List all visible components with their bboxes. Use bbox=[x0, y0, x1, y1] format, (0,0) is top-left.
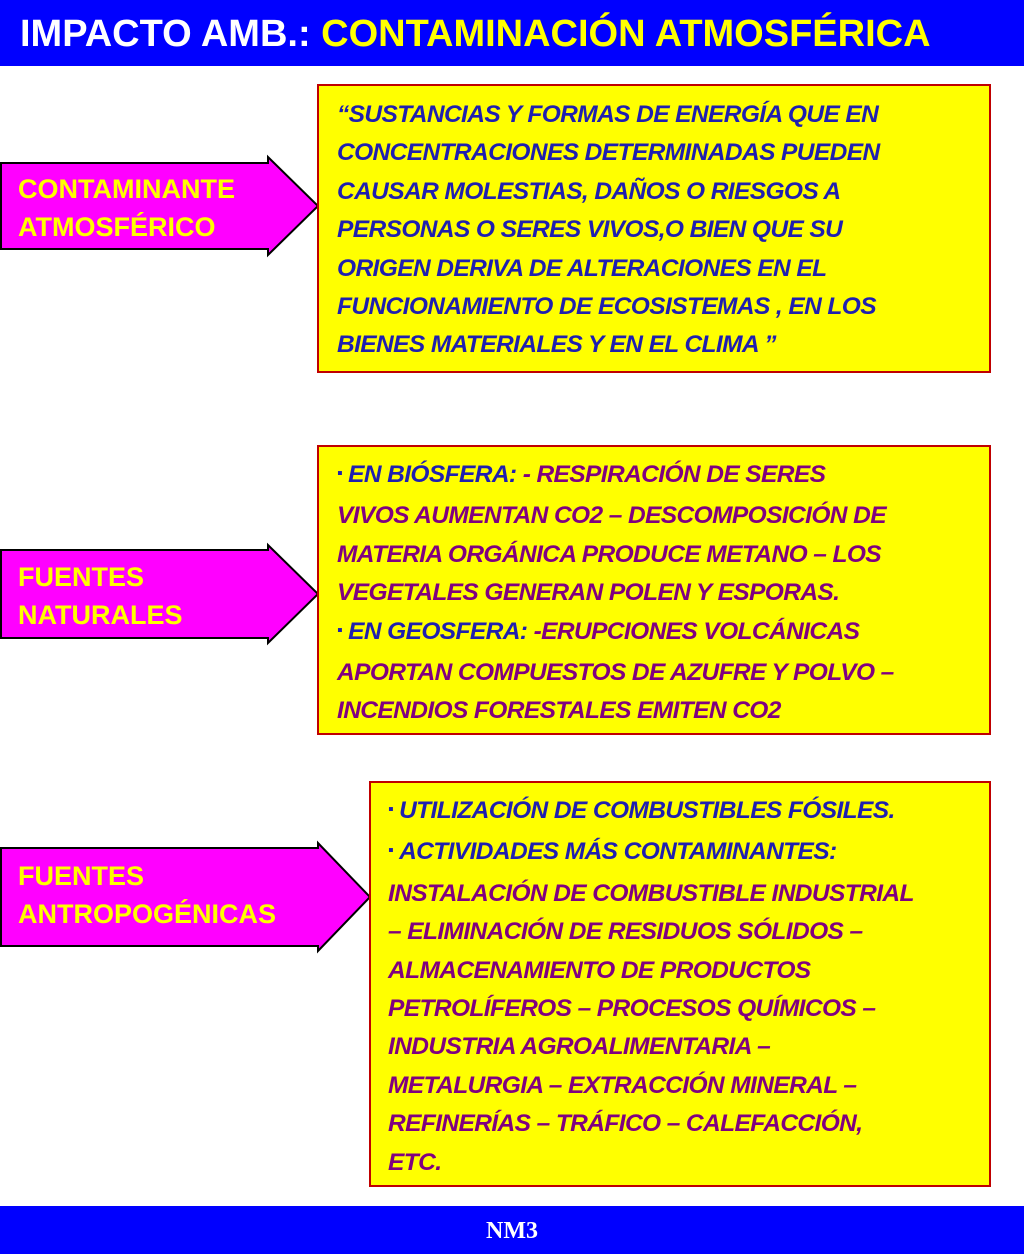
bullet-icon: ▪ bbox=[388, 801, 394, 818]
list-line: ETC. bbox=[388, 1148, 442, 1176]
definition-line: PERSONAS O SERES VIVOS,O BIEN QUE SU bbox=[337, 216, 843, 244]
definition-line: “SUSTANCIAS Y FORMAS DE ENERGÍA QUE EN bbox=[337, 101, 879, 128]
list-line: REFINERÍAS – TRÁFICO – CALEFACCIÓN, bbox=[388, 1110, 863, 1138]
arrow-label-line1: FUENTES bbox=[18, 861, 145, 891]
bullet-icon: ▪ bbox=[337, 621, 343, 639]
list-line: INCENDIOS FORESTALES EMITEN CO2 bbox=[337, 697, 781, 725]
definition-line: CONCENTRACIONES DETERMINADAS PUEDEN bbox=[337, 139, 880, 167]
definition-line: BIENES MATERIALES Y EN EL CLIMA ” bbox=[337, 331, 776, 359]
list-item: ▪ ACTIVIDADES MÁS CONTAMINANTES: bbox=[388, 838, 837, 866]
title-prefix: IMPACTO AMB.: bbox=[20, 13, 322, 55]
list-line: APORTAN COMPUESTOS DE AZUFRE Y POLVO – bbox=[337, 659, 894, 687]
list-line: PETROLÍFEROS – PROCESOS QUÍMICOS – bbox=[388, 995, 876, 1023]
list-line: INSTALACIÓN DE COMBUSTIBLE INDUSTRIAL bbox=[388, 879, 914, 907]
arrow-contaminante bbox=[0, 157, 320, 255]
footer-label: NM3 bbox=[486, 1218, 538, 1244]
natural-sources-box bbox=[317, 445, 991, 735]
arrow-label-line2: ANTROPOGÉNICAS bbox=[18, 899, 277, 929]
anthropogenic-sources-box bbox=[369, 781, 991, 1187]
list-item: ▪ UTILIZACIÓN DE COMBUSTIBLES FÓSILES. bbox=[388, 797, 895, 824]
arrow-label-line2: NATURALES bbox=[18, 600, 183, 630]
list-line: MATERIA ORGÁNICA PRODUCE METANO – LOS bbox=[337, 540, 882, 568]
footer-bar bbox=[0, 1206, 1024, 1254]
list-line: VEGETALES GENERAN POLEN Y ESPORAS. bbox=[337, 579, 840, 607]
list-line: INDUSTRIA AGROALIMENTARIA – bbox=[388, 1033, 771, 1061]
arrow-label-line1: CONTAMINANTE bbox=[18, 174, 235, 204]
definition-line: FUNCIONAMIENTO DE ECOSISTEMAS , EN LOS bbox=[337, 293, 876, 321]
bullet-icon: ▪ bbox=[388, 842, 394, 860]
title-topic: CONTAMINACIÓN ATMOSFÉRICA bbox=[321, 13, 931, 55]
arrow-label-line1: FUENTES bbox=[18, 562, 145, 592]
list-item: ▪ EN GEOSFERA: -ERUPCIONES VOLCÁNICAS bbox=[337, 617, 860, 645]
list-line: ALMACENAMIENTO DE PRODUCTOS bbox=[388, 956, 811, 984]
bullet-icon: ▪ bbox=[337, 465, 343, 482]
title-bar bbox=[0, 0, 1024, 66]
definition-line: CAUSAR MOLESTIAS, DAÑOS O RIESGOS A bbox=[337, 177, 841, 205]
arrow-naturales bbox=[0, 545, 320, 643]
definition-box bbox=[317, 84, 991, 373]
list-item: ▪ EN BIÓSFERA: - RESPIRACIÓN DE SERES bbox=[337, 461, 826, 488]
list-line: METALURGIA – EXTRACCIÓN MINERAL – bbox=[388, 1071, 857, 1099]
arrow-label-line2: ATMOSFÉRICO bbox=[18, 212, 216, 242]
list-line: VIVOS AUMENTAN CO2 – DESCOMPOSICIÓN DE bbox=[337, 502, 886, 530]
arrow-antropogenicas bbox=[0, 843, 372, 951]
page-title bbox=[20, 12, 931, 56]
definition-line: ORIGEN DERIVA DE ALTERACIONES EN EL bbox=[337, 254, 827, 282]
list-line: – ELIMINACIÓN DE RESIDUOS SÓLIDOS – bbox=[388, 918, 863, 946]
